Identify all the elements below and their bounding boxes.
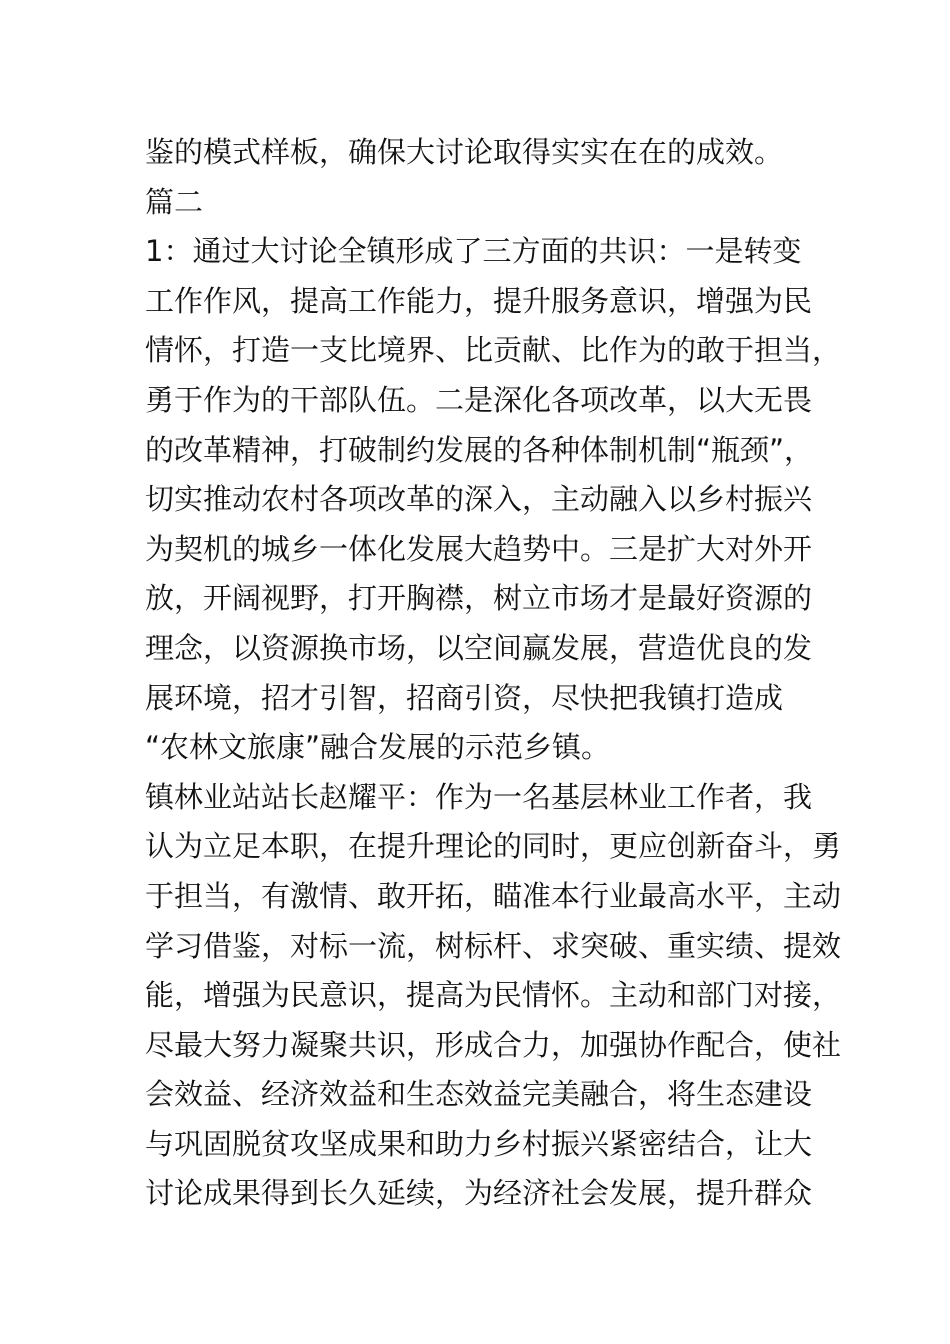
text-line-19: 尽最大努力凝聚共识，形成合力，加强协作配合，使社 (145, 1027, 842, 1062)
text-line-21: 与巩固脱贫攻坚成果和助力乡村振兴紧密结合，让大 (145, 1126, 813, 1161)
section-heading: 篇二 (145, 184, 204, 219)
text-line-22: 讨论成果得到长久延续，为经济社会发展，提升群众 (145, 1176, 813, 1211)
text-line-18: 能，增强为民意识，提高为民情怀。主动和部门对接， (145, 978, 842, 1013)
text-line-7: 的改革精神，打破制约发展的各种体制机制“瓶颈”， (145, 432, 814, 467)
text-line-13: “农林文旅康”融合发展的示范乡镇。 (145, 730, 611, 765)
text-line-5: 情怀，打造一支比境界、比贡献、比作为的敢于担当， (145, 333, 842, 368)
text-line-16: 于担当，有激情、敢开拓，瞄准本行业最高水平，主动 (145, 878, 842, 913)
text-line-4: 工作作风，提高工作能力，提升服务意识，增强为民 (145, 283, 813, 318)
text-line-9: 为契机的城乡一体化发展大趋势中。三是扩大对外开 (145, 531, 813, 566)
text-line-11: 理念，以资源换市场，以空间赢发展，营造优良的发 (145, 630, 813, 665)
text-line-1: 鉴的模式样板，确保大讨论取得实实在在的成效。 (145, 135, 784, 169)
text-line-8: 切实推动农村各项改革的深入，主动融入以乡村振兴 (145, 482, 813, 517)
text-line-17: 学习借鉴，对标一流，树标杆、求突破、重实绩、提效 (145, 928, 842, 963)
text-line-6: 勇于作为的干部队伍。二是深化各项改革，以大无畏 (145, 382, 813, 417)
body-text (145, 128, 842, 1219)
text-line-14: 镇林业站站长赵耀平：作为一名基层林业工作者，我 (145, 779, 813, 814)
text-line-12: 展环境，招才引智，招商引资，尽快把我镇打造成 (145, 680, 784, 715)
text-line-20: 会效益、经济效益和生态效益完美融合，将生态建设 (145, 1077, 813, 1112)
text-line-3: 1：通过大讨论全镇形成了三方面的共识：一是转变 (145, 234, 802, 269)
text-line-15: 认为立足本职，在提升理论的同时，更应创新奋斗，勇 (145, 829, 842, 864)
text-line-10: 放，开阔视野，打开胸襟，树立市场才是最好资源的 (145, 581, 813, 616)
